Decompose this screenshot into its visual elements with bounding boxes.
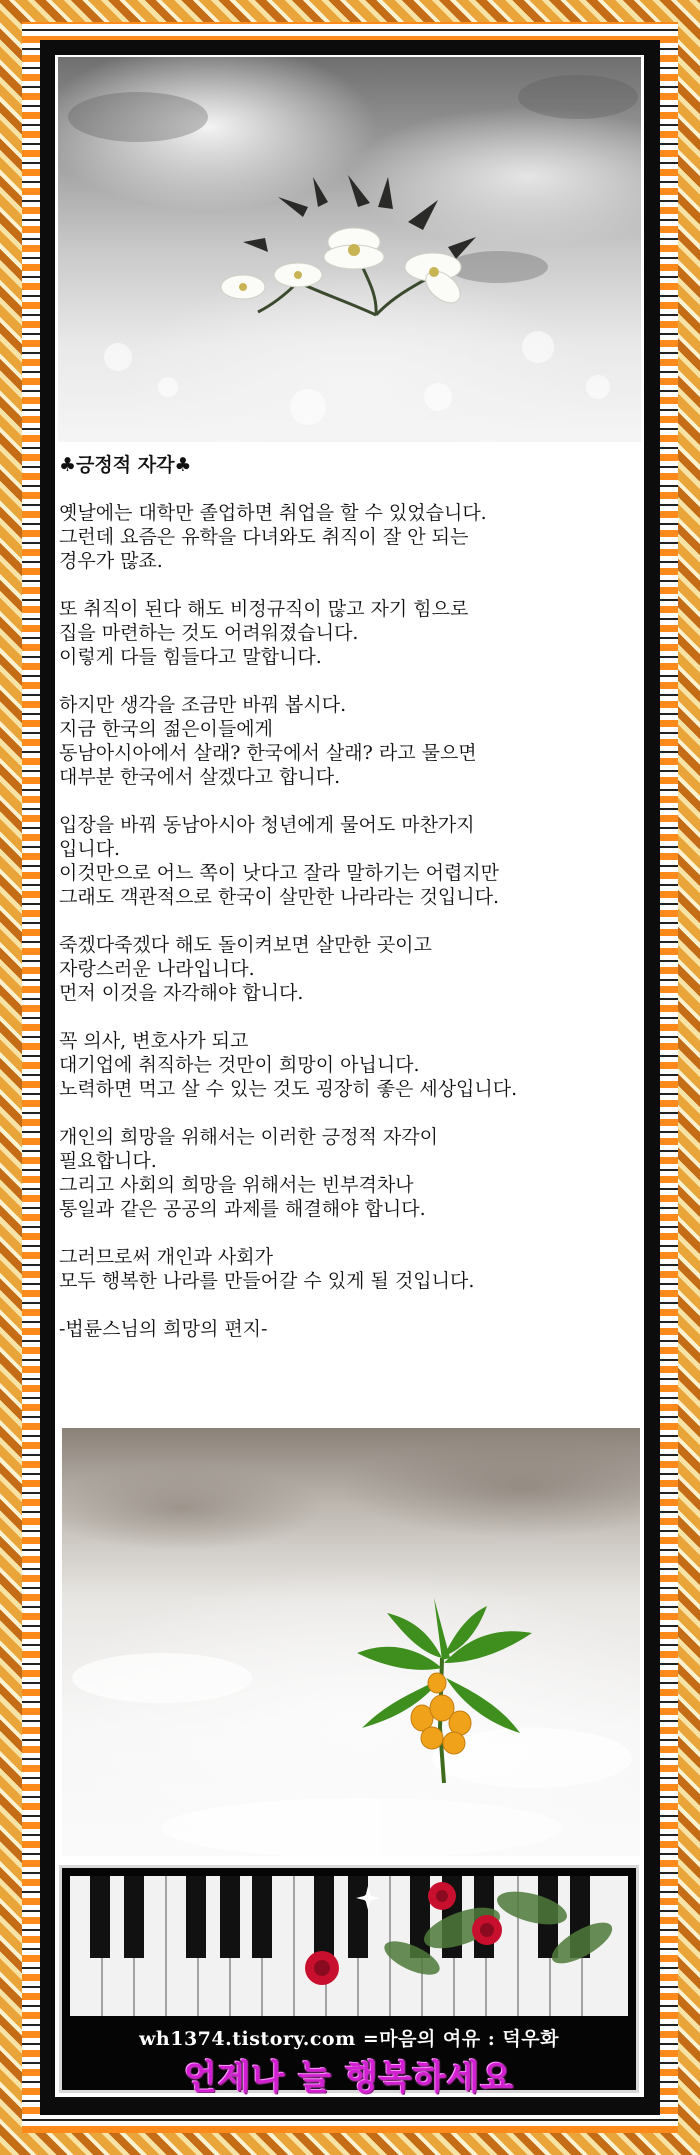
snow-flower-photo-bottom [62, 1428, 640, 1856]
paragraph: 하지만 생각을 조금만 바꿔 봅시다. 지금 한국의 젊은이들에게 동남아시아에서 살래? 한국에서 살래? 라고 물으면 대부분 한국에서 살겠다고 합니다. [59, 694, 477, 788]
paragraph: 또 취직이 된다 해도 비정규직이 많고 자기 힘으로 집을 마련하는 것도 어려워졌습니다. 이렇게 다들 힘들다고 말합니다. [59, 598, 469, 668]
snow-flower-photo-top [58, 57, 641, 442]
content-area [55, 55, 644, 2097]
piano-banner [59, 1865, 639, 2098]
paragraph: 죽겠다죽겠다 해도 돌이켜보면 살만한 곳이고 자랑스러운 나라입니다. 먼저 이것을 자각해야 합니다. [59, 934, 432, 1004]
paragraph: 개인의 희망을 위해서는 이러한 긍정적 자각이 필요합니다. 그리고 사회의 희망을 위해서는 빈부격차나 통일과 같은 공공의 과제를 해결해야 합니다. [59, 1126, 438, 1220]
flower-illustration-top [58, 57, 641, 442]
greeting-text: 언제나 늘 행복하세요 [183, 2058, 515, 2098]
letter-title: ♣긍정적 자각♣ [59, 454, 192, 476]
flower-illustration-bottom [62, 1428, 640, 1856]
paragraph: 옛날에는 대학만 졸업하면 취업을 할 수 있었습니다. 그런데 요즘은 유학을 다녀와도 취직이 잘 안 되는 경우가 많죠. [59, 502, 487, 572]
paragraph: 꼭 의사, 변호사가 되고 대기업에 취직하는 것만이 희망이 아닙니다. 노력하면 먹고 살 수 있는 것도 굉장히 좋은 세상입니다. [59, 1030, 518, 1100]
blog-url: wh1374.tistory.com =마음의 여유 : 덕우화 [139, 2028, 559, 2050]
signature: -법륜스님의 희망의 편지- [59, 1318, 268, 1340]
letter-text [59, 453, 639, 1365]
paragraph: 입장을 바꿔 동남아시아 청년에게 물어도 마찬가지 입니다. 이것만으로 어느 쪽이 낫다고 잘라 말하기는 어렵지만 그래도 객관적으로 한국이 살만한 나라라는 것입니다. [59, 814, 500, 908]
paragraph: 그러므로써 개인과 사회가 모두 행복한 나라를 만들어갈 수 있게 될 것입니다. [59, 1246, 475, 1292]
